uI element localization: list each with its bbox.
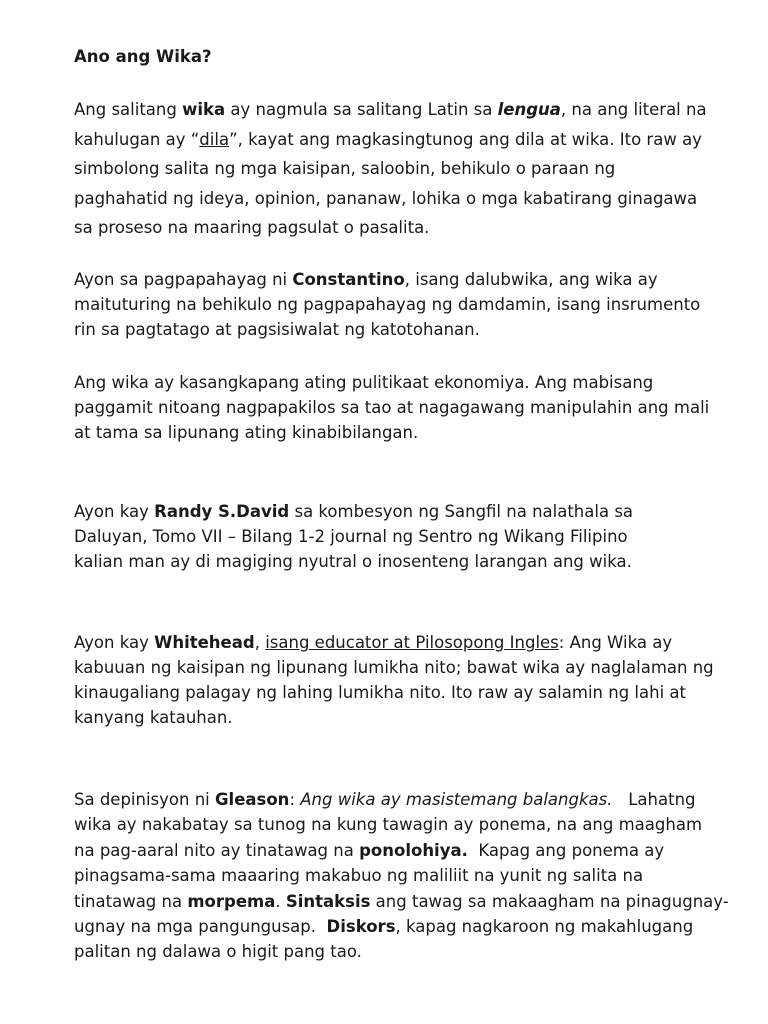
text-line (74, 95, 742, 125)
name-gleason: Gleason (215, 790, 290, 809)
text-line: paghahatid ng ideya, opinion, pananaw, lohika o mga kabatirang ginagawa (74, 188, 698, 208)
text-run: : Ang Wika ay (558, 633, 673, 652)
text-line: rin sa pagtatago at pagsisiwalat ng katotohanan. (74, 320, 480, 339)
text-line: kalian man ay di magiging nyutral o inosenteng larangan ang wika. (74, 552, 632, 571)
text-line: wika ay nakabatay sa tunog na kung tawagin ay ponema, na ang maagham (74, 815, 703, 835)
text-run: : (289, 790, 301, 809)
text-line: at tama sa lipunang ating kinabibilangan. (74, 423, 419, 442)
text-line: Daluyan, Tomo VII – Bilang 1-2 journal ng Sentro ng Wikang Filipino (74, 527, 628, 546)
text-run: sa kombesyon ng Sangfil na nalathala sa (289, 502, 634, 521)
text-line: sa proseso na maaring pagsulat o pasalita. (74, 218, 430, 237)
text-run: Ayon kay (74, 502, 155, 521)
name-randy-david: Randy S.David (154, 502, 290, 521)
text-line (74, 499, 742, 524)
text-run: , isang dalubwika, ang wika ay (404, 270, 658, 289)
name-constantino: Constantino (292, 270, 405, 289)
gleason-definition: Ang wika ay masistemang balangkas. (300, 790, 613, 809)
text-run: Sa depinisyon ni (74, 790, 215, 809)
text-line: Ang wika ay kasangkapang ating pulitikaat ekonomiya. Ang mabisang (74, 373, 654, 392)
text-line: kinaugaliang palagay ng lahing lumikha nito. Ito raw ay salamin ng lahi at (74, 683, 686, 702)
text-line (74, 125, 742, 155)
text-run: kahulugan ay “ (74, 129, 200, 149)
text-line: kanyang katauhan. (74, 708, 233, 727)
text-line (74, 787, 742, 812)
text-run: , (254, 633, 266, 652)
text-run: , na ang literal na (560, 100, 707, 119)
text-run: ay nagmula sa salitang Latin sa (225, 100, 498, 119)
text-run: Kapag ang ponema ay (467, 840, 665, 860)
text-line (74, 267, 742, 292)
text-line: palitan ng dalawa o higit pang tao. (74, 942, 362, 962)
text-line (74, 889, 742, 914)
text-run: Lahatng (612, 790, 696, 809)
paragraph-randy-david (74, 499, 742, 574)
paragraph-gleason (74, 787, 742, 965)
term-morpema: morpema (187, 891, 276, 911)
text-run: ”, kayat ang magkasingtunog ang dila at wika. Ito raw ay (229, 129, 702, 149)
term-diskors: Diskors (326, 917, 396, 937)
term-wika: wika (182, 100, 226, 119)
text-line: paggamit nitoang nagpapakilos sa tao at nagagawang manipulahin ang mali (74, 398, 710, 417)
text-run: na pag-aaral nito ay tinatawag na (74, 840, 360, 860)
document-title: Ano ang Wika? (74, 47, 212, 66)
text-run: tinatawag na (74, 891, 188, 911)
paragraph-whitehead (74, 630, 742, 730)
text-line: simbolong salita ng mga kaisipan, saloobin, behikulo o paraan ng (74, 159, 616, 178)
paragraph-wika-origin (74, 95, 742, 243)
text-run: . (275, 891, 286, 911)
term-sintaksis: Sintaksis (285, 891, 371, 911)
whitehead-description: isang educator at Pilosopong Ingles (265, 633, 559, 652)
text-line (74, 914, 742, 939)
text-run: , kapag nagkaroon ng makahlugang (395, 917, 694, 937)
text-line: kabuuan ng kaisipan ng lipunang lumikha nito; bawat wika ay naglalaman ng (74, 658, 714, 677)
term-ponolohiya: ponolohiya. (359, 840, 468, 860)
text-line (74, 838, 742, 863)
text-line: maituturing na behikulo ng pagpapahayag ng damdamin, isang insrumento (74, 295, 701, 314)
text-run: ang tawag sa makaagham na pinagugnay- (370, 891, 729, 911)
paragraph-kasangkapan (74, 370, 742, 445)
name-whitehead: Whitehead (154, 633, 255, 652)
text-run: Ang salitang (74, 100, 183, 119)
text-line: pinagsama-sama maaaring makabuo ng maliliit na yunit ng salita na (74, 866, 644, 886)
text-line (74, 630, 742, 655)
text-run: Ayon sa pagpapahayag ni (74, 270, 293, 289)
text-run: Ayon kay (74, 633, 155, 652)
text-run: ugnay na mga pangungusap. (74, 917, 327, 937)
term-lengua: lengua (497, 100, 561, 119)
term-dila: dila (199, 129, 230, 149)
paragraph-constantino (74, 267, 742, 342)
